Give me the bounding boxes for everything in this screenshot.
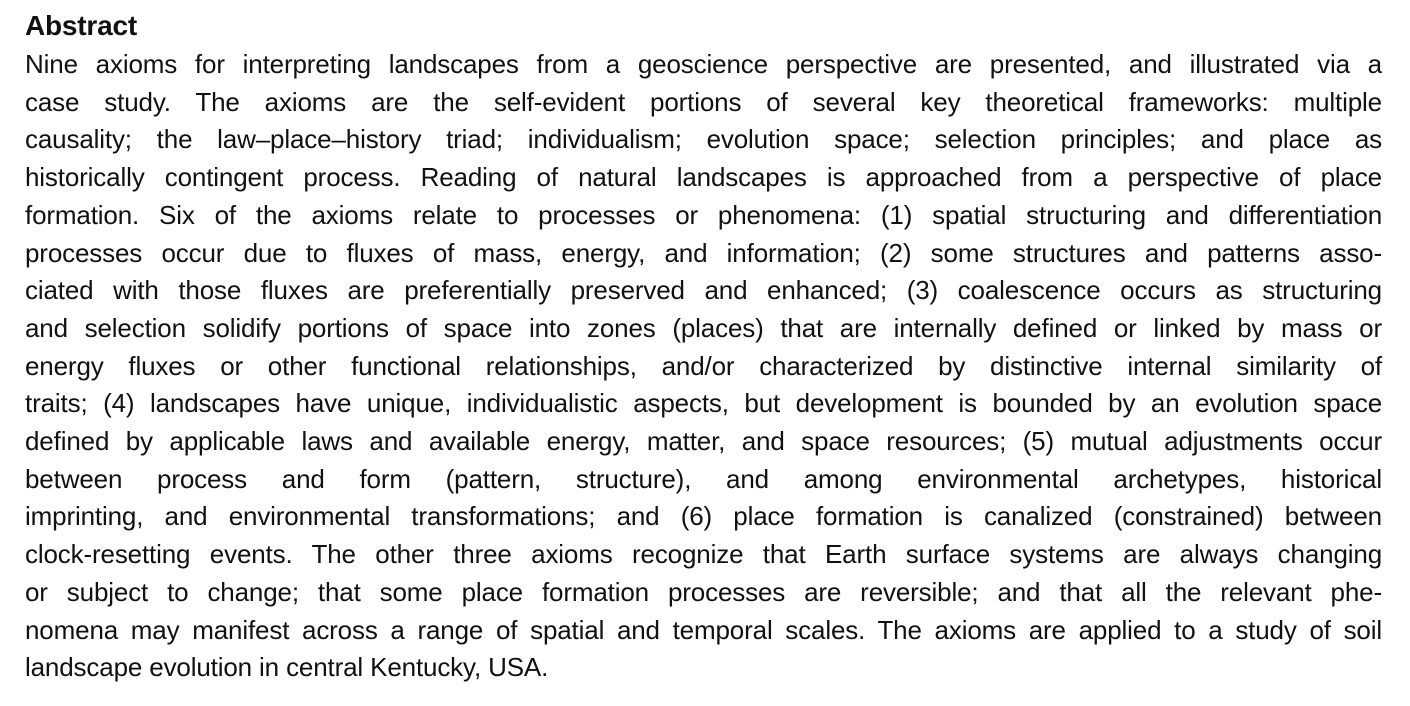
abstract-line: landscape evolution in central Kentucky, USA. bbox=[25, 652, 549, 683]
abstract-line: formation. Six of the axioms relate to processes or phenomena: (1) spatial structuring and differentiation bbox=[25, 199, 1382, 230]
abstract-line: ciated with those fluxes are preferentially preserved and enhanced; (3) coalescence occurs as structuring bbox=[25, 275, 1382, 306]
abstract-line: case study. The axioms are the self-evident portions of several key theoretical frameworks: multiple bbox=[25, 86, 1382, 117]
abstract-line: defined by applicable laws and available energy, matter, and space resources; (5) mutual adjustments occur bbox=[25, 426, 1382, 457]
abstract-line: imprinting, and environmental transformations; and (6) place formation is canalized (constrained) between bbox=[25, 501, 1382, 532]
abstract-line: between process and form (pattern, structure), and among environmental archetypes, historical bbox=[25, 463, 1382, 494]
abstract-line: energy fluxes or other functional relationships, and/or characterized by distinctive internal similarity of bbox=[25, 350, 1382, 381]
abstract-line: traits; (4) landscapes have unique, individualistic aspects, but development is bounded by an evolution space bbox=[25, 388, 1382, 419]
abstract-line: clock-resetting events. The other three axioms recognize that Earth surface systems are always changing bbox=[25, 539, 1382, 570]
abstract-line: and selection solidify portions of space into zones (places) that are internally defined or linked by mass or bbox=[25, 312, 1382, 343]
abstract-line: or subject to change; that some place formation processes are reversible; and that all the relevant phe- bbox=[25, 576, 1382, 607]
abstract-heading: Abstract bbox=[25, 10, 137, 41]
abstract-line: nomena may manifest across a range of spatial and temporal scales. The axioms are applied to a study of soil bbox=[25, 614, 1382, 645]
abstract-section bbox=[25, 6, 1382, 687]
abstract-body bbox=[25, 46, 1382, 687]
abstract-line: processes occur due to fluxes of mass, energy, and information; (2) some structures and patterns asso- bbox=[25, 237, 1382, 268]
abstract-line: causality; the law–place–history triad; individualism; evolution space; selection principles; and place as bbox=[25, 124, 1382, 155]
abstract-line: Nine axioms for interpreting landscapes from a geoscience perspective are presented, and illustrated via a bbox=[25, 49, 1382, 79]
abstract-line: historically contingent process. Reading of natural landscapes is approached from a perspective of place bbox=[25, 162, 1382, 193]
